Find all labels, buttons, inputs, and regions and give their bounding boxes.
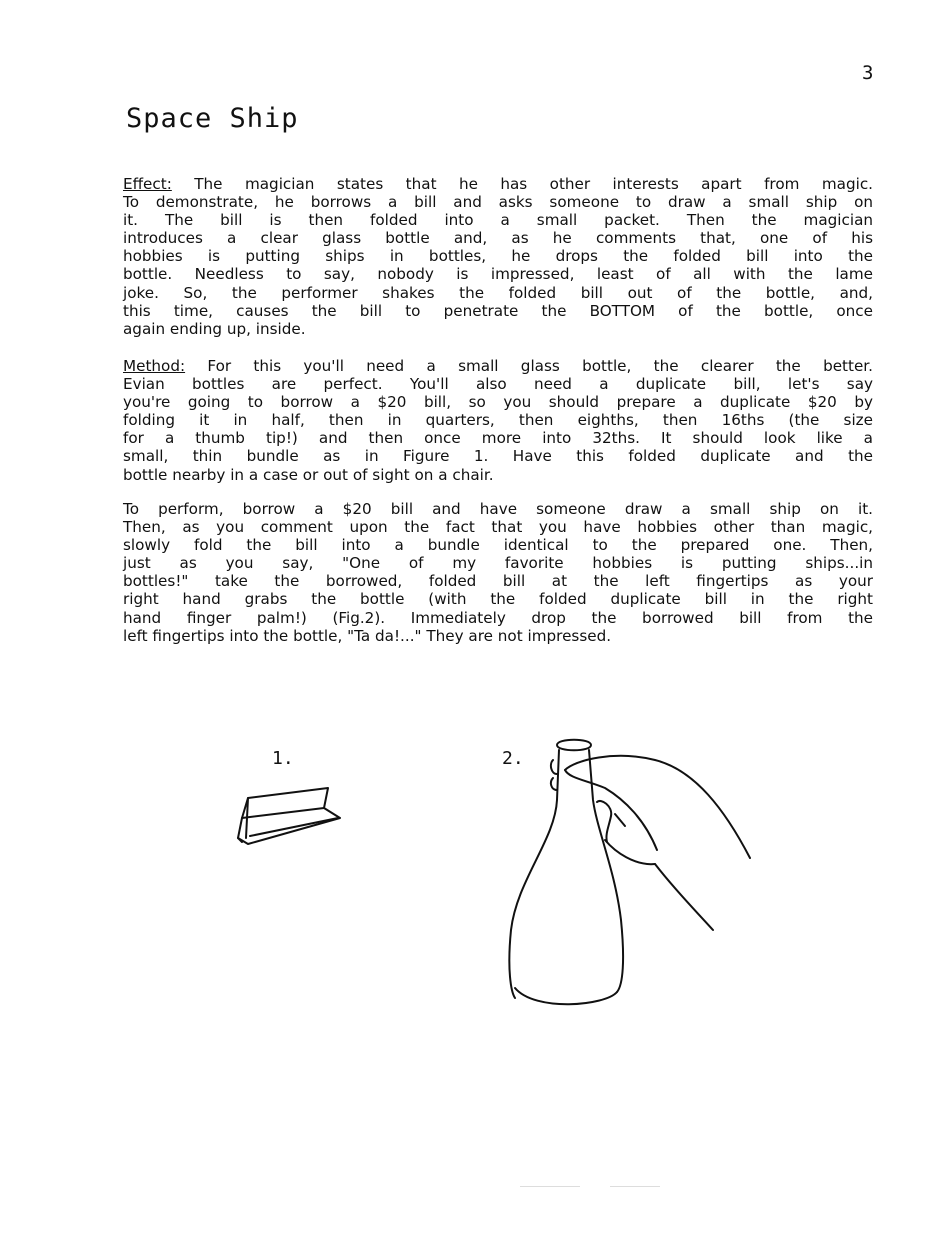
effect-line: introduces a clear glass bottle and, as he comments that, one of his [123,229,873,248]
perform-paragraph [123,500,873,645]
effect-line: bottle. Needless to say, nobody is impressed, least of all with the lame [123,265,873,284]
effect-line: joke. So, the performer shakes the folded bill out of the bottle, and, [123,283,873,302]
scan-mark [520,1186,580,1187]
method-label: Method: [123,357,186,375]
page-number: 3 [862,62,874,84]
perform-line: right hand grabs the bottle (with the folded duplicate bill in the right [123,590,873,609]
figure-1-label: 1. [272,748,294,769]
effect-line: hobbies is putting ships in bottles, he drops the folded bill into the [123,247,873,266]
method-line: folding it in half, then in quarters, then eighths, then 16ths (the size [123,411,873,430]
folded-bill-illustration [228,778,348,850]
perform-line: hand finger palm!) (Fig.2). Immediately drop the borrowed bill from the [123,608,873,627]
effect-line: again ending up, inside. [123,319,306,338]
effect-line: this time, causes the bill to penetrate the BOTTOM of the bottle, once [123,301,873,320]
effect-line: it. The bill is then folded into a small packet. Then the magician [123,211,873,230]
method-line: For this you'll need a small glass bottle, the clearer the better. [185,357,873,375]
effect-label: Effect: [123,175,172,193]
method-line: small, thin bundle as in Figure 1. Have this folded duplicate and the [123,447,873,466]
perform-line: To perform, borrow a $20 bill and have someone draw a small ship on it. [123,500,873,518]
figure-2-label: 2. [502,748,524,769]
method-line: you're going to borrow a $20 bill, so you should prepare a duplicate $20 by [123,393,873,412]
effect-line: The magician states that he has other interests apart from magic. [171,175,873,193]
perform-line: just as you say, "One of my favorite hobbies is putting ships...in [123,554,873,573]
method-line: bottle nearby in a case or out of sight on a chair. [123,465,494,484]
perform-line: left fingertips into the bottle, "Ta da!..." They are not impressed. [123,626,612,645]
effect-paragraph [123,175,873,338]
method-line: for a thumb tip!) and then once more into 32ths. It should look like a [123,429,873,448]
hand-holding-bottle-illustration [505,730,765,1010]
method-line: Evian bottles are perfect. You'll also need a duplicate bill, let's say [123,375,873,394]
page-title: Space Ship [126,103,299,134]
scan-mark [610,1186,660,1187]
effect-line: To demonstrate, he borrows a bill and asks someone to draw a small ship on [123,193,873,212]
method-paragraph [123,357,873,484]
perform-line: bottles!" take the borrowed, folded bill at the left fingertips as your [123,572,873,591]
perform-line: Then, as you comment upon the fact that you have hobbies other than magic, [123,518,873,537]
perform-line: slowly fold the bill into a bundle identical to the prepared one. Then, [123,536,873,555]
